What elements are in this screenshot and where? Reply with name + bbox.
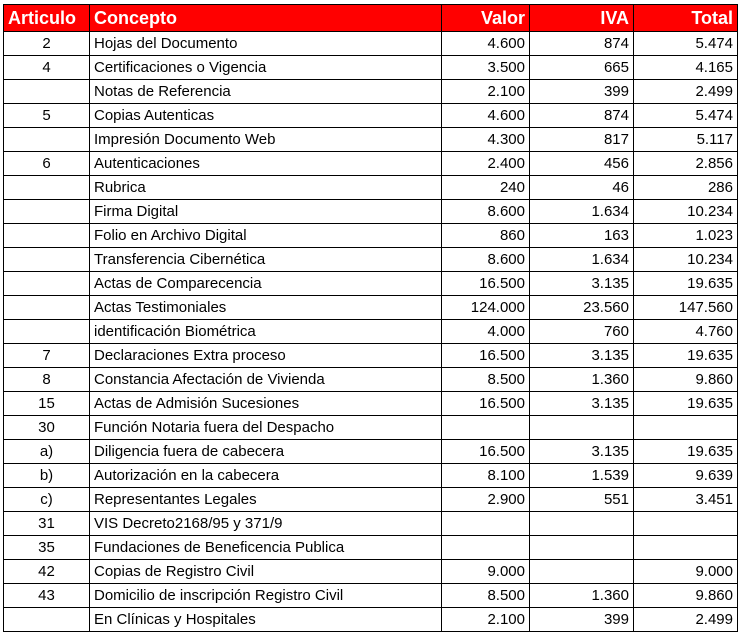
cell-total: 9.639 xyxy=(634,464,738,488)
table-row xyxy=(4,32,738,56)
cell-total: 9.860 xyxy=(634,368,738,392)
cell-iva: 23.560 xyxy=(530,296,634,320)
table-row xyxy=(4,584,738,608)
cell-total xyxy=(634,512,738,536)
cell-valor: 2.100 xyxy=(442,80,530,104)
cell-total: 2.499 xyxy=(634,608,738,632)
table-row xyxy=(4,224,738,248)
table-row xyxy=(4,536,738,560)
cell-iva: 399 xyxy=(530,608,634,632)
cell-concepto: Hojas del Documento xyxy=(90,32,442,56)
cell-articulo xyxy=(4,224,90,248)
cell-concepto: Copias Autenticas xyxy=(90,104,442,128)
cell-valor: 8.100 xyxy=(442,464,530,488)
table-row xyxy=(4,80,738,104)
cell-articulo xyxy=(4,608,90,632)
cell-iva: 3.135 xyxy=(530,440,634,464)
table-row xyxy=(4,296,738,320)
cell-valor: 2.400 xyxy=(442,152,530,176)
cell-total: 19.635 xyxy=(634,272,738,296)
cell-concepto: Autorización en la cabecera xyxy=(90,464,442,488)
header-articulo: Articulo xyxy=(4,5,90,32)
cell-valor: 8.500 xyxy=(442,584,530,608)
cell-valor: 124.000 xyxy=(442,296,530,320)
cell-total: 5.474 xyxy=(634,32,738,56)
table-row xyxy=(4,272,738,296)
cell-valor xyxy=(442,536,530,560)
cell-articulo: 31 xyxy=(4,512,90,536)
header-valor: Valor xyxy=(442,5,530,32)
cell-total: 10.234 xyxy=(634,200,738,224)
cell-articulo: c) xyxy=(4,488,90,512)
cell-concepto: Folio en Archivo Digital xyxy=(90,224,442,248)
cell-total: 19.635 xyxy=(634,440,738,464)
cell-articulo: 5 xyxy=(4,104,90,128)
cell-iva: 1.360 xyxy=(530,368,634,392)
cell-total: 19.635 xyxy=(634,344,738,368)
cell-total: 2.856 xyxy=(634,152,738,176)
cell-articulo xyxy=(4,128,90,152)
cell-total: 5.474 xyxy=(634,104,738,128)
cell-articulo: 8 xyxy=(4,368,90,392)
cell-valor: 8.600 xyxy=(442,248,530,272)
cell-valor: 8.500 xyxy=(442,368,530,392)
cell-valor: 8.600 xyxy=(442,200,530,224)
cell-total: 3.451 xyxy=(634,488,738,512)
table-row xyxy=(4,392,738,416)
cell-valor: 860 xyxy=(442,224,530,248)
cell-iva: 399 xyxy=(530,80,634,104)
cell-concepto: Actas de Admisión Sucesiones xyxy=(90,392,442,416)
cell-concepto: Copias de Registro Civil xyxy=(90,560,442,584)
table-row xyxy=(4,416,738,440)
cell-articulo xyxy=(4,200,90,224)
cell-concepto: Actas de Comparecencia xyxy=(90,272,442,296)
cell-total: 147.560 xyxy=(634,296,738,320)
cell-total xyxy=(634,536,738,560)
cell-articulo: 6 xyxy=(4,152,90,176)
cell-articulo xyxy=(4,80,90,104)
cell-concepto: Fundaciones de Beneficencia Publica xyxy=(90,536,442,560)
cell-valor: 16.500 xyxy=(442,392,530,416)
cell-valor: 4.300 xyxy=(442,128,530,152)
table-row xyxy=(4,176,738,200)
cell-concepto: Función Notaria fuera del Despacho xyxy=(90,416,442,440)
cell-valor: 4.600 xyxy=(442,32,530,56)
cell-articulo: a) xyxy=(4,440,90,464)
table-row xyxy=(4,344,738,368)
cell-articulo: 7 xyxy=(4,344,90,368)
table-row xyxy=(4,56,738,80)
cell-total: 9.860 xyxy=(634,584,738,608)
table-row xyxy=(4,104,738,128)
table-row xyxy=(4,440,738,464)
cell-total: 1.023 xyxy=(634,224,738,248)
header-concepto: Concepto xyxy=(90,5,442,32)
cell-valor: 240 xyxy=(442,176,530,200)
cell-total: 10.234 xyxy=(634,248,738,272)
table-body xyxy=(4,32,738,632)
cell-iva xyxy=(530,416,634,440)
cell-valor: 3.500 xyxy=(442,56,530,80)
table-row xyxy=(4,512,738,536)
cell-concepto: VIS Decreto2168/95 y 371/9 xyxy=(90,512,442,536)
table-row xyxy=(4,200,738,224)
cell-concepto: Firma Digital xyxy=(90,200,442,224)
cell-iva: 817 xyxy=(530,128,634,152)
cell-valor xyxy=(442,512,530,536)
fee-table-sheet xyxy=(3,4,737,632)
cell-total: 4.760 xyxy=(634,320,738,344)
cell-valor: 4.600 xyxy=(442,104,530,128)
cell-total: 2.499 xyxy=(634,80,738,104)
header-iva: IVA xyxy=(530,5,634,32)
cell-valor: 2.100 xyxy=(442,608,530,632)
cell-concepto: Constancia Afectación de Vivienda xyxy=(90,368,442,392)
table-row xyxy=(4,368,738,392)
cell-valor: 4.000 xyxy=(442,320,530,344)
cell-total: 9.000 xyxy=(634,560,738,584)
cell-concepto: Impresión Documento Web xyxy=(90,128,442,152)
cell-total: 286 xyxy=(634,176,738,200)
cell-articulo: 35 xyxy=(4,536,90,560)
cell-iva xyxy=(530,560,634,584)
table-row xyxy=(4,560,738,584)
cell-iva xyxy=(530,536,634,560)
cell-concepto: Representantes Legales xyxy=(90,488,442,512)
cell-concepto: Actas Testimoniales xyxy=(90,296,442,320)
cell-concepto: En Clínicas y Hospitales xyxy=(90,608,442,632)
table-row xyxy=(4,320,738,344)
cell-total: 19.635 xyxy=(634,392,738,416)
fee-table xyxy=(3,4,738,632)
cell-valor: 16.500 xyxy=(442,440,530,464)
cell-iva xyxy=(530,512,634,536)
cell-iva: 760 xyxy=(530,320,634,344)
cell-iva: 1.360 xyxy=(530,584,634,608)
cell-concepto: Autenticaciones xyxy=(90,152,442,176)
cell-iva: 665 xyxy=(530,56,634,80)
cell-concepto: Notas de Referencia xyxy=(90,80,442,104)
cell-concepto: identificación Biométrica xyxy=(90,320,442,344)
cell-articulo: 4 xyxy=(4,56,90,80)
cell-iva: 551 xyxy=(530,488,634,512)
cell-articulo: 15 xyxy=(4,392,90,416)
cell-total: 4.165 xyxy=(634,56,738,80)
cell-articulo xyxy=(4,296,90,320)
cell-concepto: Transferencia Cibernética xyxy=(90,248,442,272)
cell-articulo: 30 xyxy=(4,416,90,440)
table-row xyxy=(4,608,738,632)
table-row xyxy=(4,248,738,272)
cell-iva: 163 xyxy=(530,224,634,248)
cell-iva: 1.634 xyxy=(530,200,634,224)
cell-valor: 16.500 xyxy=(442,272,530,296)
cell-valor: 9.000 xyxy=(442,560,530,584)
cell-iva: 1.634 xyxy=(530,248,634,272)
cell-concepto: Rubrica xyxy=(90,176,442,200)
cell-iva: 3.135 xyxy=(530,392,634,416)
table-row xyxy=(4,128,738,152)
cell-iva: 3.135 xyxy=(530,344,634,368)
cell-iva: 456 xyxy=(530,152,634,176)
cell-iva: 874 xyxy=(530,32,634,56)
cell-iva: 1.539 xyxy=(530,464,634,488)
cell-articulo: b) xyxy=(4,464,90,488)
header-row xyxy=(4,5,738,32)
cell-total: 5.117 xyxy=(634,128,738,152)
cell-articulo: 42 xyxy=(4,560,90,584)
table-row xyxy=(4,488,738,512)
cell-articulo: 43 xyxy=(4,584,90,608)
cell-articulo xyxy=(4,320,90,344)
cell-articulo xyxy=(4,176,90,200)
table-row xyxy=(4,152,738,176)
header-total: Total xyxy=(634,5,738,32)
cell-total xyxy=(634,416,738,440)
cell-articulo xyxy=(4,248,90,272)
cell-articulo: 2 xyxy=(4,32,90,56)
cell-valor: 2.900 xyxy=(442,488,530,512)
cell-concepto: Domicilio de inscripción Registro Civil xyxy=(90,584,442,608)
cell-iva: 46 xyxy=(530,176,634,200)
cell-valor xyxy=(442,416,530,440)
cell-concepto: Certificaciones o Vigencia xyxy=(90,56,442,80)
cell-iva: 874 xyxy=(530,104,634,128)
cell-articulo xyxy=(4,272,90,296)
cell-concepto: Declaraciones Extra proceso xyxy=(90,344,442,368)
cell-valor: 16.500 xyxy=(442,344,530,368)
cell-concepto: Diligencia fuera de cabecera xyxy=(90,440,442,464)
table-row xyxy=(4,464,738,488)
cell-iva: 3.135 xyxy=(530,272,634,296)
